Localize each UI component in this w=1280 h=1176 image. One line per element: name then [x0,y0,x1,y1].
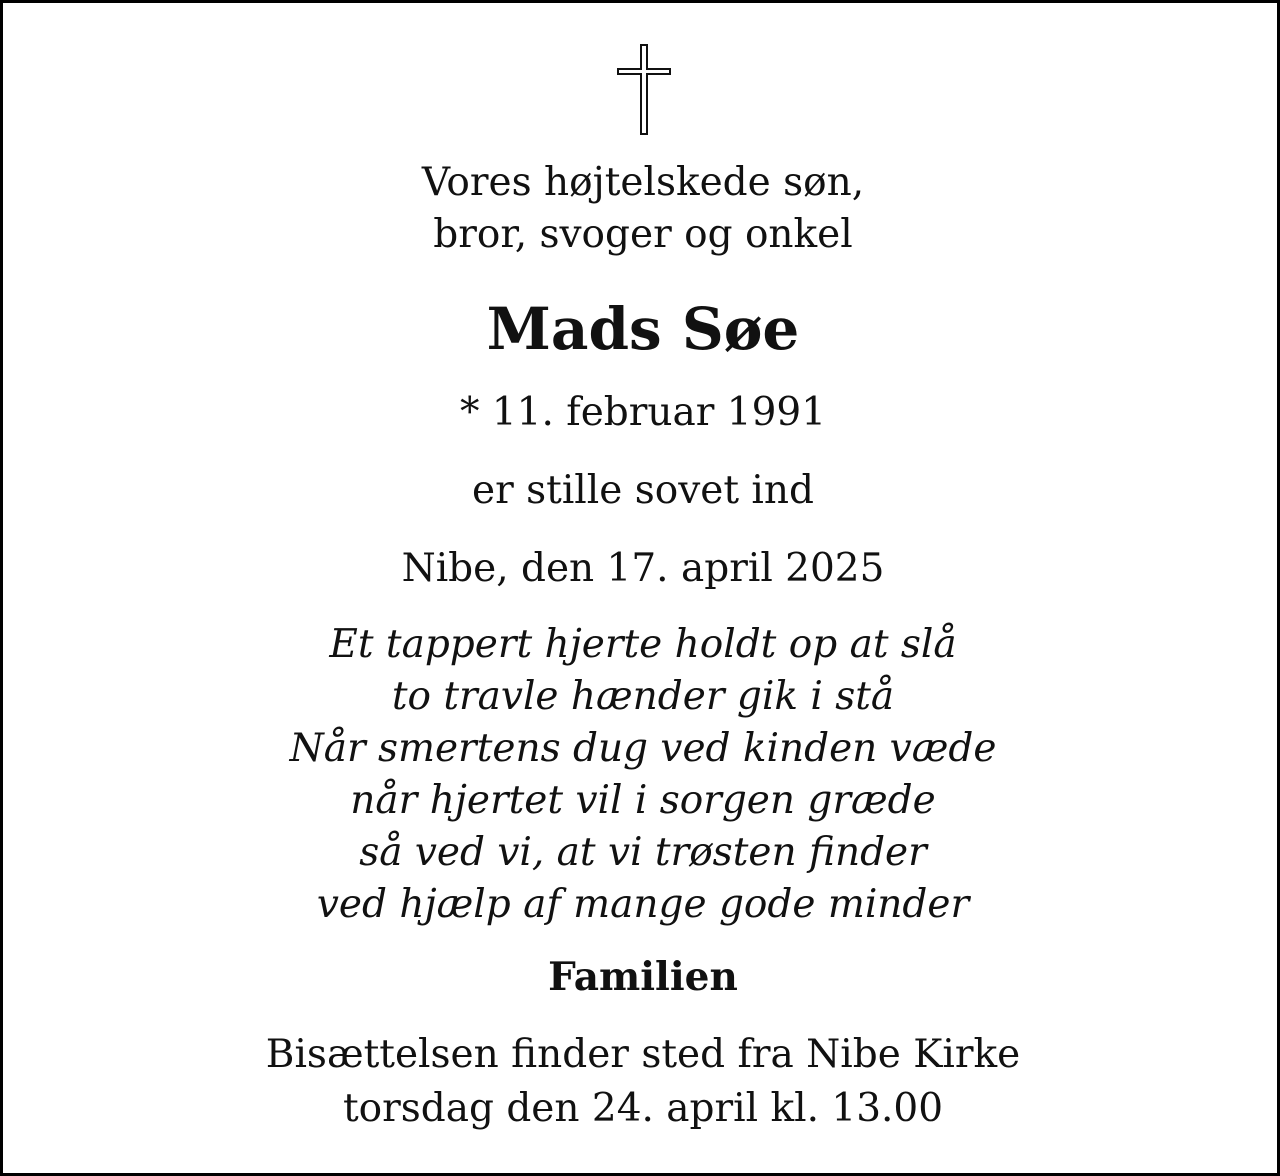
verse-line-3: Når smertens dug ved kinden væde [289,726,997,771]
funeral-info-line-2: torsdag den 24. april kl. 13.00 [342,1086,944,1131]
verse-line-4: når hjertet vil i sorgen græde [350,778,936,823]
cross-icon [615,43,673,137]
intro-line-2: bror, svoger og onkel [433,212,853,257]
passed-text: er stille sovet ind [472,468,814,513]
birth-date: * 11. februar 1991 [459,390,827,435]
verse-line-5: så ved vi, at vi trøsten finder [359,830,927,875]
verse-line-6: ved hjælp af mange gode minder [316,882,970,927]
verse-line-2: to travle hænder gik i stå [391,674,895,719]
verse-line-1: Et tappert hjerte holdt op at slå [329,622,957,667]
deceased-name: Mads Søe [486,295,800,363]
funeral-info-line-1: Bisættelsen finder sted fra Nibe Kirke [265,1032,1021,1077]
place-date: Nibe, den 17. april 2025 [401,546,885,591]
signature: Familien [548,954,738,1000]
intro-line-1: Vores højtelskede søn, [421,160,865,205]
